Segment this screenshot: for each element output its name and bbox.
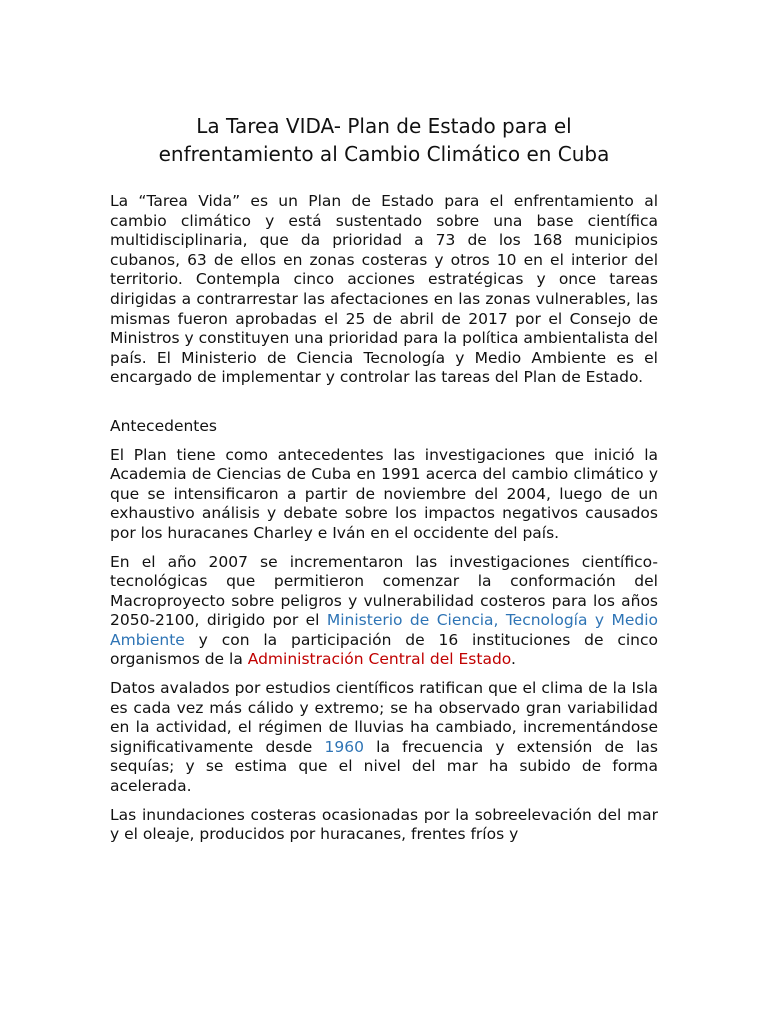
administracion-link[interactable]: Administración Central del Estado bbox=[247, 650, 512, 669]
antecedentes-paragraph-4: Las inundaciones costeras ocasionadas por la sobreelevación del mar y el oleaje, producidos por huracanes, frentes fríos y bbox=[110, 805, 658, 844]
ministerio-link[interactable]: Ministerio de Ciencia, Tecnología y Medio Ambiente bbox=[110, 611, 658, 649]
paragraph-text: Datos avalados por estudios científicos ratifican que el clima de la Isla es cada vez más cálido y extremo; se ha observado gran variabilidad en la actividad, el régimen de lluvias ha cambiado, incrementándose significativamente desde bbox=[110, 679, 658, 756]
document-page bbox=[110, 112, 658, 845]
page-title bbox=[110, 112, 658, 168]
paragraph-text: En el año 2007 se incrementaron las investigaciones científico-tecnológicas que permitieron comenzar la conformación del Macroproyecto sobre peligros y vulnerabilidad costeros para los años 2050-2100, dirigido por el bbox=[110, 552, 658, 630]
paragraph-text: y con la participación de 16 instituciones de cinco organismos de la bbox=[110, 630, 658, 669]
year-1960-link[interactable]: 1960 bbox=[324, 737, 364, 756]
title-line-2: enfrentamiento al Cambio Climático en Cuba bbox=[158, 142, 610, 166]
title-line-1: La Tarea VIDA- Plan de Estado para el bbox=[196, 114, 572, 138]
antecedentes-paragraph-1: El Plan tiene como antecedentes las investigaciones que inició la Academia de Ciencias de Cuba en 1991 acerca del cambio climático y que se intensificaron a partir de noviembre del 2004, luego de un exhaustivo análisis y debate sobre los impactos negativos causados por los huracanes Charley e Iván en el occidente del país. bbox=[110, 445, 658, 542]
antecedentes-paragraph-3 bbox=[110, 679, 658, 797]
intro-paragraph: La “Tarea Vida” es un Plan de Estado para el enfrentamiento al cambio climático y está sustentado sobre una base científica multidisciplinaria, que da prioridad a 73 de los 168 municipios cubanos, 63 de ellos en zonas costeras y otros 10 en el interior del territorio. Contempla cinco acciones estratégicas y once tareas dirigidas a contrarrestar las afectaciones en las zonas vulnerables, las mismas fueron aprobadas el 25 de abril de 2017 por el Consejo de Ministros y constituyen una prioridad para la política ambientalista del país. El Ministerio de Ciencia Tecnología y Medio Ambiente es el encargado de implementar y controlar las tareas del Plan de Estado. bbox=[110, 192, 658, 387]
section-heading-antecedentes: Antecedentes bbox=[110, 416, 217, 435]
antecedentes-paragraph-2 bbox=[110, 553, 658, 671]
paragraph-text: . bbox=[511, 650, 516, 669]
paragraph-text: la frecuencia y extensión de las sequías; y se estima que el nivel del mar ha subido de forma acelerada. bbox=[110, 737, 658, 796]
